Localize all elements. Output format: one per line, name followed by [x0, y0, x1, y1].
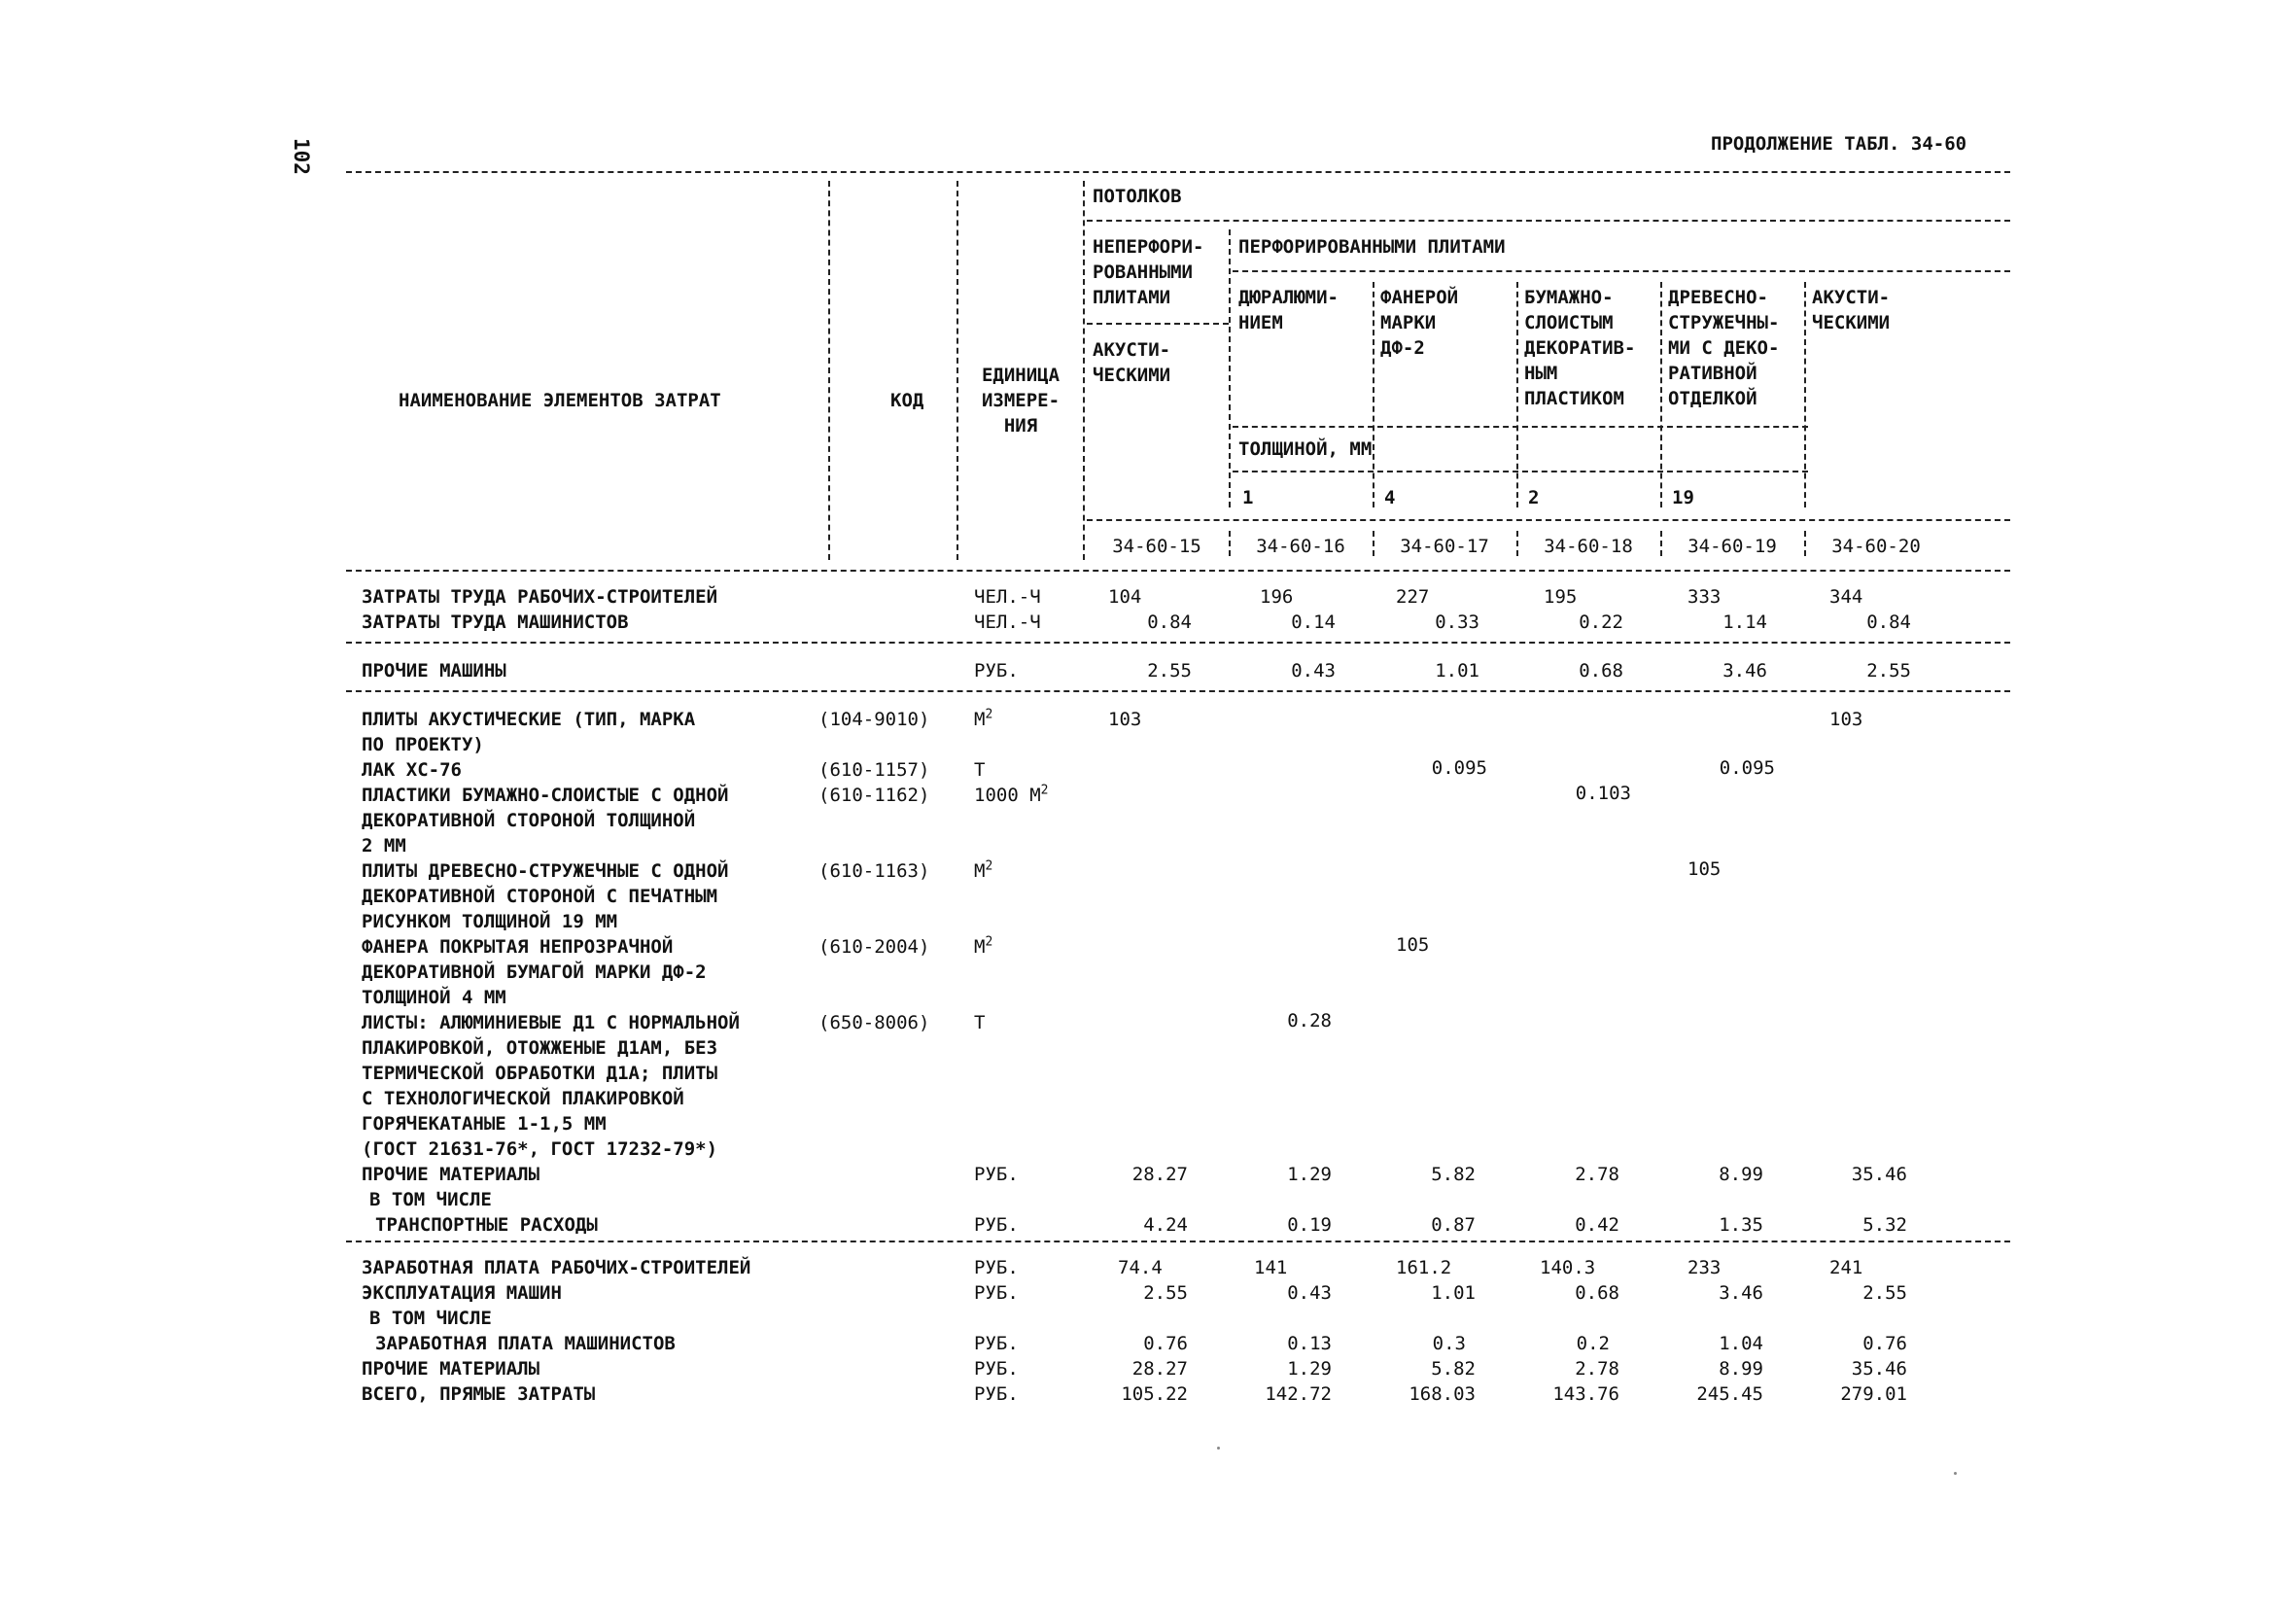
scan-speck: [1954, 1472, 1957, 1475]
cell: 5.82: [1431, 1164, 1476, 1185]
cell: 4.24: [1143, 1214, 1188, 1236]
material-unit: $М^2$: [974, 934, 993, 958]
thickness-c18: 2: [1528, 487, 1540, 508]
cell: 28.27: [1131, 1164, 1188, 1185]
vrule-code-sep2: [1373, 531, 1374, 556]
header-c17-2: МАРКИ: [1380, 312, 1437, 333]
row-name: ЗАТРАТЫ ТРУДА МАШИНИСТОВ: [362, 612, 629, 633]
row-name: ВСЕГО, ПРЯМЫЕ ЗАТРАТЫ: [362, 1383, 596, 1405]
cell: 195: [1544, 586, 1578, 608]
cell: 0.3: [1432, 1333, 1466, 1354]
vrule-code-sep4: [1660, 531, 1662, 556]
cell: 105.22: [1121, 1383, 1188, 1405]
cell: 279.01: [1840, 1383, 1907, 1405]
cell: 0.68: [1579, 660, 1623, 682]
cell: 1.35: [1719, 1214, 1763, 1236]
code-c15: 34-60-15: [1112, 536, 1201, 557]
cell: 0.42: [1575, 1214, 1619, 1236]
material-code: (610-2004): [818, 936, 930, 958]
material-line: ТОЛЩИНОЙ 4 ММ: [362, 987, 506, 1008]
header-c20-1: АКУСТИ-: [1812, 287, 1891, 308]
material-line: ТЕРМИЧЕСКОЙ ОБРАБОТКИ Д1А; ПЛИТЫ: [362, 1063, 718, 1084]
rule-perf: [1233, 270, 2010, 272]
header-neperf-sub-1: АКУСТИ-: [1093, 339, 1171, 361]
cell: 142.72: [1265, 1383, 1332, 1405]
cell: 245.45: [1696, 1383, 1763, 1405]
material-code: (104-9010): [818, 709, 930, 730]
header-unit-2: ИЗМЕРЕ-: [981, 390, 1061, 411]
material-line: ЛИСТЫ: АЛЮМИНИЕВЫЕ Д1 С НОРМАЛЬНОЙ: [362, 1012, 740, 1033]
cell: 8.99: [1719, 1164, 1763, 1185]
cell: 2.55: [1143, 1282, 1188, 1304]
vrule-code-sep3: [1516, 531, 1518, 556]
header-c19-3: МИ С ДЕКО-: [1668, 337, 1780, 359]
cell: 0.103: [1575, 783, 1631, 804]
row-unit: РУБ.: [974, 1214, 1019, 1236]
material-line: ДЕКОРАТИВНОЙ СТОРОНОЙ ТОЛЩИНОЙ: [362, 810, 696, 831]
rule-header-bottom: [346, 570, 2010, 572]
vrule-name: [828, 181, 830, 560]
material-line: ДЕКОРАТИВНОЙ СТОРОНОЙ С ПЕЧАТНЫМ: [362, 886, 718, 907]
header-potolkov: ПОТОЛКОВ: [1093, 186, 1182, 207]
cell: 0.095: [1719, 757, 1775, 779]
row-unit: РУБ.: [974, 1383, 1019, 1405]
header-unit-1: ЕДИНИЦА: [981, 365, 1061, 386]
header-c16-2: НИЕМ: [1238, 312, 1283, 333]
code-c18: 34-60-18: [1544, 536, 1633, 557]
header-c17-3: ДФ-2: [1380, 337, 1425, 359]
header-neperf-sub-2: ЧЕСКИМИ: [1093, 365, 1171, 386]
cell: 3.46: [1719, 1282, 1763, 1304]
vrule-c17: [1516, 282, 1518, 507]
row-name: ЗАРАБОТНАЯ ПЛАТА РАБОЧИХ-СТРОИТЕЛЕЙ: [362, 1257, 751, 1278]
cell: 0.76: [1862, 1333, 1907, 1354]
material-code: (610-1162): [818, 785, 930, 806]
cell: 5.32: [1862, 1214, 1907, 1236]
vrule-code-sep5: [1804, 531, 1806, 556]
material-line: ГОРЯЧЕКАТАНЫЕ 1-1,5 ММ: [362, 1113, 607, 1135]
row-name: ТРАНСПОРТНЫЕ РАСХОДЫ: [375, 1214, 598, 1236]
cell: 0.19: [1287, 1214, 1332, 1236]
row-name: ПРОЧИЕ МАТЕРИАЛЫ: [362, 1164, 540, 1185]
cell: 103: [1108, 709, 1142, 730]
header-c18-4: НЫМ: [1524, 363, 1558, 384]
cell: 344: [1829, 586, 1863, 608]
row-unit: ЧЕЛ.-Ч: [974, 586, 1041, 608]
row-unit: ЧЕЛ.-Ч: [974, 612, 1041, 633]
cell: 0.76: [1143, 1333, 1188, 1354]
header-c19-1: ДРЕВЕСНО-: [1668, 287, 1768, 308]
page-number: 102: [290, 138, 313, 175]
cell: 103: [1829, 709, 1863, 730]
rule-materials-bottom: [346, 1241, 2010, 1242]
cell: 2.55: [1147, 660, 1192, 682]
row-name: ПРОЧИЕ МАШИНЫ: [362, 660, 506, 682]
header-thickness-label: ТОЛЩИНОЙ, ММ: [1238, 438, 1373, 460]
cell: 35.46: [1851, 1358, 1907, 1380]
thickness-c19: 19: [1672, 487, 1694, 508]
cell: 0.28: [1287, 1010, 1332, 1031]
material-unit: 1000 $М^2$: [974, 783, 1049, 806]
cell: 0.095: [1431, 757, 1487, 779]
cell: 105: [1687, 858, 1722, 880]
material-unit: $М^2$: [974, 707, 993, 730]
material-line: ДЕКОРАТИВНОЙ БУМАГОЙ МАРКИ ДФ-2: [362, 961, 707, 983]
header-c19-2: СТРУЖЕЧНЫ-: [1668, 312, 1780, 333]
cell: 105: [1396, 934, 1430, 956]
header-c19-5: ОТДЕЛКОЙ: [1668, 388, 1757, 409]
material-code: (610-1163): [818, 860, 930, 882]
row-unit: РУБ.: [974, 1333, 1019, 1354]
scan-speck: [1217, 1447, 1220, 1450]
material-line: ПЛАКИРОВКОЙ, ОТОЖЖЕНЫЕ Д1АМ, БЕЗ: [362, 1037, 718, 1059]
cell: 104: [1108, 586, 1142, 608]
cell: 1.01: [1431, 1282, 1476, 1304]
cell: 35.46: [1851, 1164, 1907, 1185]
row-unit: РУБ.: [974, 1257, 1019, 1278]
material-unit: Т: [974, 759, 986, 781]
material-line: ЛАК ХС-76: [362, 759, 462, 781]
material-line: ФАНЕРА ПОКРЫТАЯ НЕПРОЗРАЧНОЙ: [362, 936, 674, 958]
cell: 1.29: [1287, 1358, 1332, 1380]
cell: 0.43: [1287, 1282, 1332, 1304]
material-line: 2 ММ: [362, 835, 406, 856]
row-name: ЗАРАБОТНАЯ ПЛАТА МАШИНИСТОВ: [375, 1333, 676, 1354]
header-neperf-2: РОВАННЫМИ: [1093, 262, 1193, 283]
header-c17-1: ФАНЕРОЙ: [1380, 287, 1459, 308]
cell: 1.04: [1719, 1333, 1763, 1354]
cell: 196: [1260, 586, 1294, 608]
rule-potolkov: [1087, 220, 2010, 222]
vrule-c15: [1229, 229, 1231, 507]
cell: 0.14: [1291, 612, 1336, 633]
cell: 0.33: [1435, 612, 1479, 633]
material-line: ПЛАСТИКИ БУМАЖНО-СЛОИСТЫЕ С ОДНОЙ: [362, 785, 729, 806]
cell: 2.55: [1862, 1282, 1907, 1304]
cell: 0.84: [1866, 612, 1911, 633]
header-perf: ПЕРФОРИРОВАННЫМИ ПЛИТАМИ: [1238, 236, 1506, 258]
row-unit: РУБ.: [974, 1358, 1019, 1380]
rule-thickness-top: [1233, 426, 1808, 428]
material-line: (ГОСТ 21631-76*, ГОСТ 17232-79*): [362, 1138, 718, 1160]
vrule-c19: [1804, 282, 1806, 507]
cell: 143.76: [1552, 1383, 1619, 1405]
material-unit: Т: [974, 1012, 986, 1033]
cell: 141: [1254, 1257, 1288, 1278]
header-unit-3: НИЯ: [1003, 415, 1038, 437]
header-name: НАИМЕНОВАНИЕ ЭЛЕМЕНТОВ ЗАТРАТ: [399, 390, 721, 411]
code-c16: 34-60-16: [1256, 536, 1345, 557]
vrule-c18: [1660, 282, 1662, 507]
cell: 2.78: [1575, 1358, 1619, 1380]
thickness-c17: 4: [1384, 487, 1396, 508]
cell: 333: [1687, 586, 1722, 608]
cell: 1.01: [1435, 660, 1479, 682]
material-code: (650-8006): [818, 1012, 930, 1033]
material-unit: $М^2$: [974, 858, 993, 882]
header-neperf-1: НЕПЕРФОРИ-: [1093, 236, 1204, 258]
cell: 2.78: [1575, 1164, 1619, 1185]
rule-machines-bottom: [346, 690, 2010, 692]
material-line: С ТЕХНОЛОГИЧЕСКОЙ ПЛАКИРОВКОЙ: [362, 1088, 684, 1109]
cell: 1.29: [1287, 1164, 1332, 1185]
header-code: КОД: [890, 390, 924, 411]
code-c19: 34-60-19: [1687, 536, 1777, 557]
cell: 74.4: [1118, 1257, 1163, 1278]
rule-neperf: [1087, 323, 1229, 325]
vrule-unit: [1083, 181, 1085, 560]
cell: 0.13: [1287, 1333, 1332, 1354]
row-name: ЭКСПЛУАТАЦИЯ МАШИН: [362, 1282, 562, 1304]
material-line: ПЛИТЫ АКУСТИЧЕСКИЕ (ТИП, МАРКА: [362, 709, 696, 730]
cell: 0.68: [1575, 1282, 1619, 1304]
cell: 168.03: [1409, 1383, 1476, 1405]
cell: 241: [1829, 1257, 1863, 1278]
cell: 0.87: [1431, 1214, 1476, 1236]
vrule-code-sep1: [1229, 531, 1231, 556]
row-name: ПРОЧИЕ МАТЕРИАЛЫ: [362, 1358, 540, 1380]
cell: 3.46: [1722, 660, 1767, 682]
material-line: ПЛИТЫ ДРЕВЕСНО-СТРУЖЕЧНЫЕ С ОДНОЙ: [362, 860, 729, 882]
row-unit: РУБ.: [974, 660, 1019, 682]
cell: 0.84: [1147, 612, 1192, 633]
row-name: В ТОМ ЧИСЛЕ: [369, 1308, 492, 1329]
cell: 0.2: [1576, 1333, 1610, 1354]
table-continuation-title: ПРОДОЛЖЕНИЕ ТАБЛ. 34-60: [1711, 133, 1967, 155]
cell: 227: [1396, 586, 1430, 608]
thickness-c16: 1: [1242, 487, 1254, 508]
cell: 0.22: [1579, 612, 1623, 633]
cell: 233: [1687, 1257, 1722, 1278]
row-name: ЗАТРАТЫ ТРУДА РАБОЧИХ-СТРОИТЕЛЕЙ: [362, 586, 718, 608]
material-line: РИСУНКОМ ТОЛЩИНОЙ 19 ММ: [362, 911, 618, 932]
cell: 0.43: [1291, 660, 1336, 682]
cell: 1.14: [1722, 612, 1767, 633]
cell: 8.99: [1719, 1358, 1763, 1380]
cell: 161.2: [1396, 1257, 1452, 1278]
cell: 2.55: [1866, 660, 1911, 682]
header-c18-3: ДЕКОРАТИВ-: [1524, 337, 1636, 359]
material-line: ПО ПРОЕКТУ): [362, 734, 484, 755]
rule-codes: [1087, 519, 2010, 521]
code-c17: 34-60-17: [1400, 536, 1489, 557]
cell: 140.3: [1540, 1257, 1596, 1278]
code-c20: 34-60-20: [1831, 536, 1921, 557]
material-code: (610-1157): [818, 759, 930, 781]
row-name: В ТОМ ЧИСЛЕ: [369, 1189, 492, 1210]
header-c18-1: БУМАЖНО-: [1524, 287, 1614, 308]
vrule-code: [957, 181, 958, 560]
rule-top: [346, 171, 2010, 173]
rule-thickness-mid: [1233, 471, 1808, 472]
header-c16-1: ДЮРАЛЮМИ-: [1238, 287, 1339, 308]
header-c19-4: РАТИВНОЙ: [1668, 363, 1757, 384]
rule-labor-bottom: [346, 642, 2010, 644]
row-unit: РУБ.: [974, 1164, 1019, 1185]
header-c18-2: СЛОИСТЫМ: [1524, 312, 1614, 333]
row-unit: РУБ.: [974, 1282, 1019, 1304]
header-c20-2: ЧЕСКИМИ: [1812, 312, 1891, 333]
header-neperf-3: ПЛИТАМИ: [1093, 287, 1171, 308]
header-c18-5: ПЛАСТИКОМ: [1524, 388, 1624, 409]
vrule-c16: [1373, 282, 1374, 507]
cell: 28.27: [1131, 1358, 1188, 1380]
cell: 5.82: [1431, 1358, 1476, 1380]
